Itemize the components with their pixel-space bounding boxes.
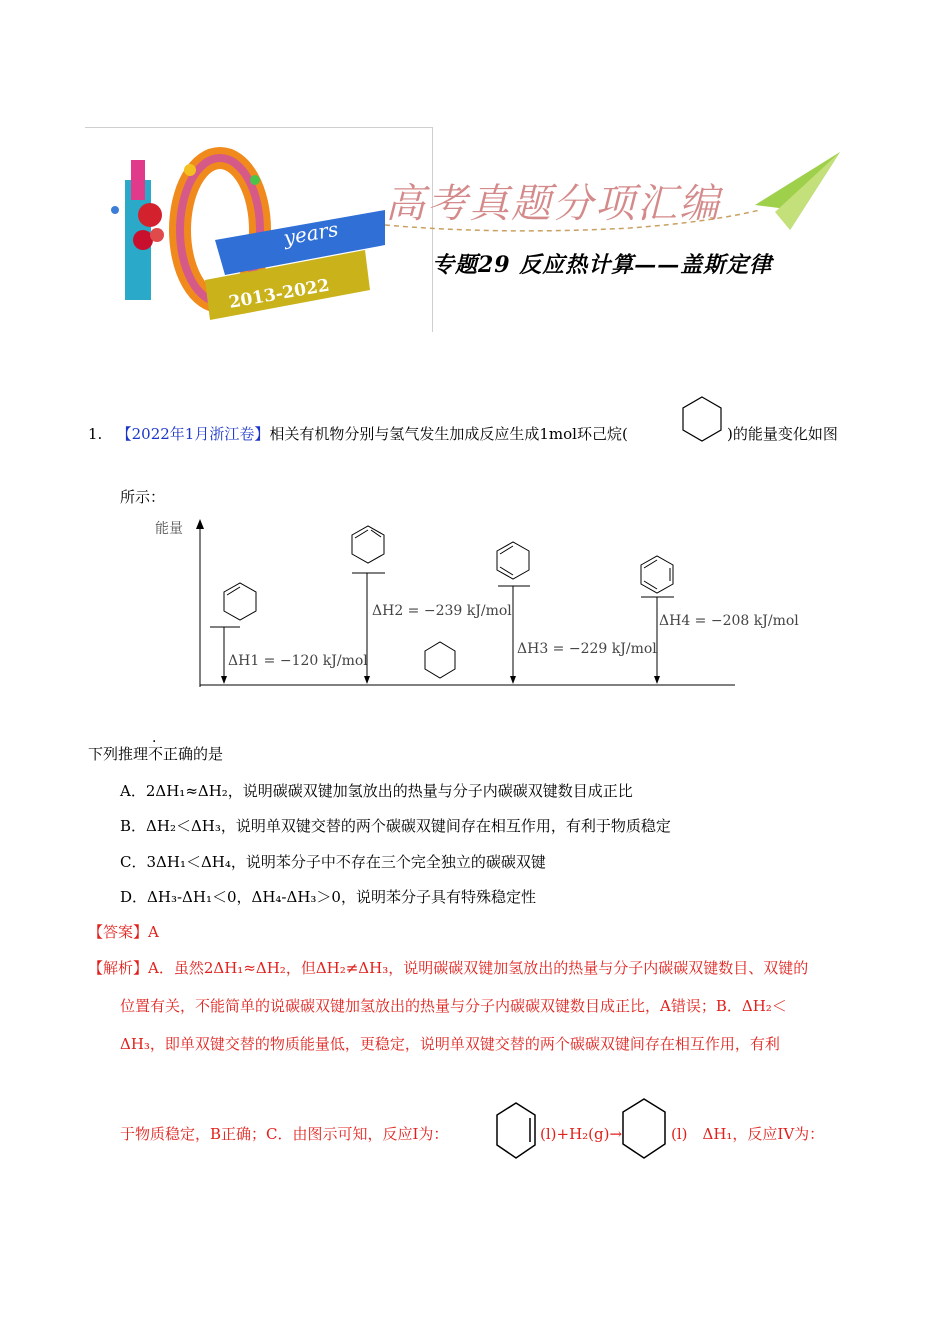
delta-h3-label: ΔH3 = −229 kJ/mol — [517, 641, 657, 657]
prompt-suffix: 的是 — [193, 745, 224, 763]
question-stem — [88, 424, 628, 444]
option-b — [120, 816, 671, 836]
cyclohexane-structure-icon — [680, 394, 724, 444]
y-axis-arrow — [196, 519, 204, 529]
option-d-text: ΔH₃-ΔH₁＜0，ΔH₄-ΔH₃＞0，说明苯分子具有特殊稳定性 — [147, 888, 536, 906]
analysis-label: 【解析】 — [88, 959, 149, 977]
option-a-text: 2ΔH₁≈ΔH₂，说明碳碳双键加氢放出的热量与分子内碳碳双键数目成正比 — [145, 782, 633, 800]
cyclohexane-product-icon — [620, 1096, 668, 1162]
option-b-text: ΔH₂＜ΔH₃，说明单双键交替的两个碳碳双键间存在相互作用，有利于物质稳定 — [146, 817, 671, 835]
option-c-label: C． — [120, 853, 147, 871]
question-stem-part3: 所示： — [120, 488, 166, 506]
prompt-emphasis: 不正确 — [148, 745, 194, 763]
ribbon-range-text: 2013-2022 — [227, 275, 332, 313]
analysis-line-2: 位置有关，不能简单的说碳碳双键加氢放出的热量与分子内碳碳双键数目成正比，A错误；B．ΔH₂＜ — [120, 997, 787, 1015]
prompt-prefix: 下列推理 — [88, 745, 149, 763]
option-b-label: B． — [120, 817, 147, 835]
analysis-line-4c: (l) ΔH₁，反应IV为： — [671, 1125, 825, 1143]
question-prompt — [88, 744, 223, 764]
delta-h1-label: ΔH1 = −120 kJ/mol — [228, 653, 368, 669]
banner-subtitle: 专题29 反应热计算——盖斯定律 — [432, 252, 773, 278]
y-axis-label: 能量 — [155, 521, 183, 537]
answer-label: 【答案】 — [88, 923, 149, 941]
question-stem-part2: )的能量变化如图 — [727, 425, 838, 443]
cyclohexene-icon — [224, 583, 256, 620]
cyclohexadiene-14-icon — [497, 542, 529, 579]
analysis-line-4b: (l)+H₂(g)→ — [540, 1125, 623, 1143]
cyclohexene-structure-icon — [494, 1100, 538, 1162]
option-a-label: A． — [120, 782, 146, 800]
analysis-line-4a: 于物质稳定，B正确；C．由图示可知，反应I为： — [120, 1125, 449, 1143]
cyclohexane-icon — [425, 642, 455, 678]
answer-value: A — [148, 923, 159, 941]
answer-line — [88, 922, 159, 942]
option-a — [120, 781, 633, 801]
option-c — [120, 852, 546, 872]
benzene-icon — [641, 556, 673, 593]
energy-diagram — [150, 515, 799, 695]
cyclohexadiene-13-icon — [352, 526, 384, 563]
option-d-label: D． — [120, 888, 148, 906]
banner-logo — [95, 140, 395, 330]
banner-title: 高考真题分项汇编 — [385, 181, 721, 227]
analysis-line-1 — [88, 958, 808, 978]
question-source: 【2022年1月浙江卷】 — [116, 425, 270, 443]
question-number: 1. — [88, 425, 103, 443]
option-c-text: 3ΔH₁＜ΔH₄，说明苯分子中不存在三个完全独立的碳碳双键 — [146, 853, 546, 871]
question-stem-part1: 相关有机物分别与氢气发生加成反应生成1mol环己烷( — [269, 425, 628, 443]
paper-plane-icon — [380, 150, 845, 245]
delta-h2-label: ΔH2 = −239 kJ/mol — [372, 603, 512, 619]
delta-h4-label: ΔH4 = −208 kJ/mol — [659, 613, 799, 629]
analysis-line-3: ΔH₃，即单双键交替的物质能量低，更稳定，说明单双键交替的两个碳碳双键间存在相互作用，有利 — [120, 1035, 780, 1053]
option-d — [120, 887, 536, 907]
ribbon-years-text: years — [281, 216, 340, 250]
analysis-text-1: A．虽然2ΔH₁≈ΔH₂，但ΔH₂≠ΔH₃，说明碳碳双键加氢放出的热量与分子内碳碳双键数目、双键的 — [148, 959, 809, 977]
